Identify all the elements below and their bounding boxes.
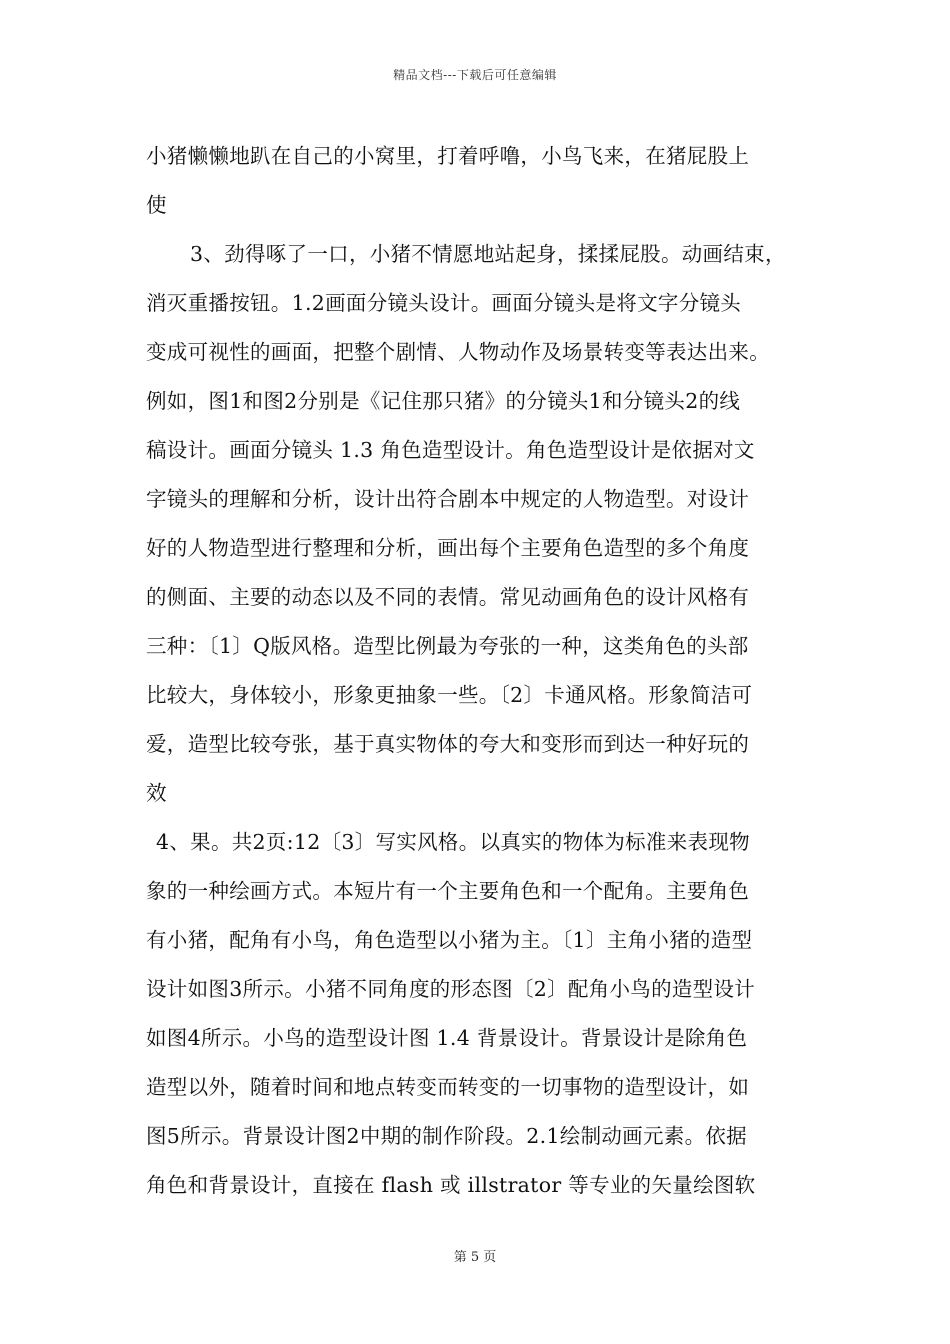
text-line: 小猪懒懒地趴在自己的小窝里，打着呼噜，小鸟飞来，在猪屁股上	[146, 144, 750, 168]
text-line: 的侧面、主要的动态以及不同的表情。常见动画角色的设计风格有	[146, 585, 750, 609]
page-number: 第 5 页	[453, 1250, 497, 1265]
text-line: 设计如图3所示。小猪不同角度的形态图〔2〕配角小鸟的造型设计	[146, 977, 756, 1001]
text-line: 稿设计。画面分镜头 1.3 角色造型设计。角色造型设计是依据对文	[146, 438, 755, 462]
text-line: 使	[146, 193, 167, 217]
page-header: 精品文档---下载后可任意编辑	[393, 68, 557, 82]
text-line: 效	[146, 781, 167, 805]
text-line: 爱，造型比较夸张，基于真实物体的夸大和变形而到达一种好玩的	[146, 732, 750, 756]
text-line: 变成可视性的画面，把整个剧情、人物动作及场景转变等表达出来。	[146, 340, 770, 364]
text-line: 有小猪，配角有小鸟，角色造型以小猪为主。〔1〕主角小猪的造型	[146, 928, 753, 952]
text-line: 消灭重播按钮。1.2画面分镜头设计。画面分镜头是将文字分镜头	[146, 291, 742, 315]
text-line: 字镜头的理解和分析，设计出符合剧本中规定的人物造型。对设计	[146, 487, 750, 511]
text-line: 造型以外，随着时间和地点转变而转变的一切事物的造型设计，如	[146, 1075, 750, 1099]
text-line: 例如，图1和图2分别是《记住那只猪》的分镜头1和分镜头2的线	[146, 389, 741, 413]
text-line: 比较大，身体较小，形象更抽象一些。〔2〕卡通风格。形象简洁可	[146, 683, 753, 707]
text-line: 3、劲得啄了一口，小猪不情愿地站起身，揉揉屁股。动画结束，	[190, 242, 786, 266]
text-line: 角色和背景设计，直接在 flash 或 illstrator 等专业的矢量绘图软	[146, 1173, 756, 1197]
text-line: 象的一种绘画方式。本短片有一个主要角色和一个配角。主要角色	[146, 879, 750, 903]
text-line: 4、果。共2页:12〔3〕写实风格。以真实的物体为标准来表现物	[156, 830, 750, 854]
text-line: 三种：〔1〕Q版风格。造型比例最为夸张的一种，这类角色的头部	[146, 634, 749, 658]
text-line: 好的人物造型进行整理和分析，画出每个主要角色造型的多个角度	[146, 536, 750, 560]
text-line: 图5所示。背景设计图2中期的制作阶段。2.1绘制动画元素。依据	[146, 1124, 747, 1148]
document-body	[146, 132, 811, 1210]
text-line: 如图4所示。小鸟的造型设计图 1.4 背景设计。背景设计是除角色	[146, 1026, 748, 1050]
